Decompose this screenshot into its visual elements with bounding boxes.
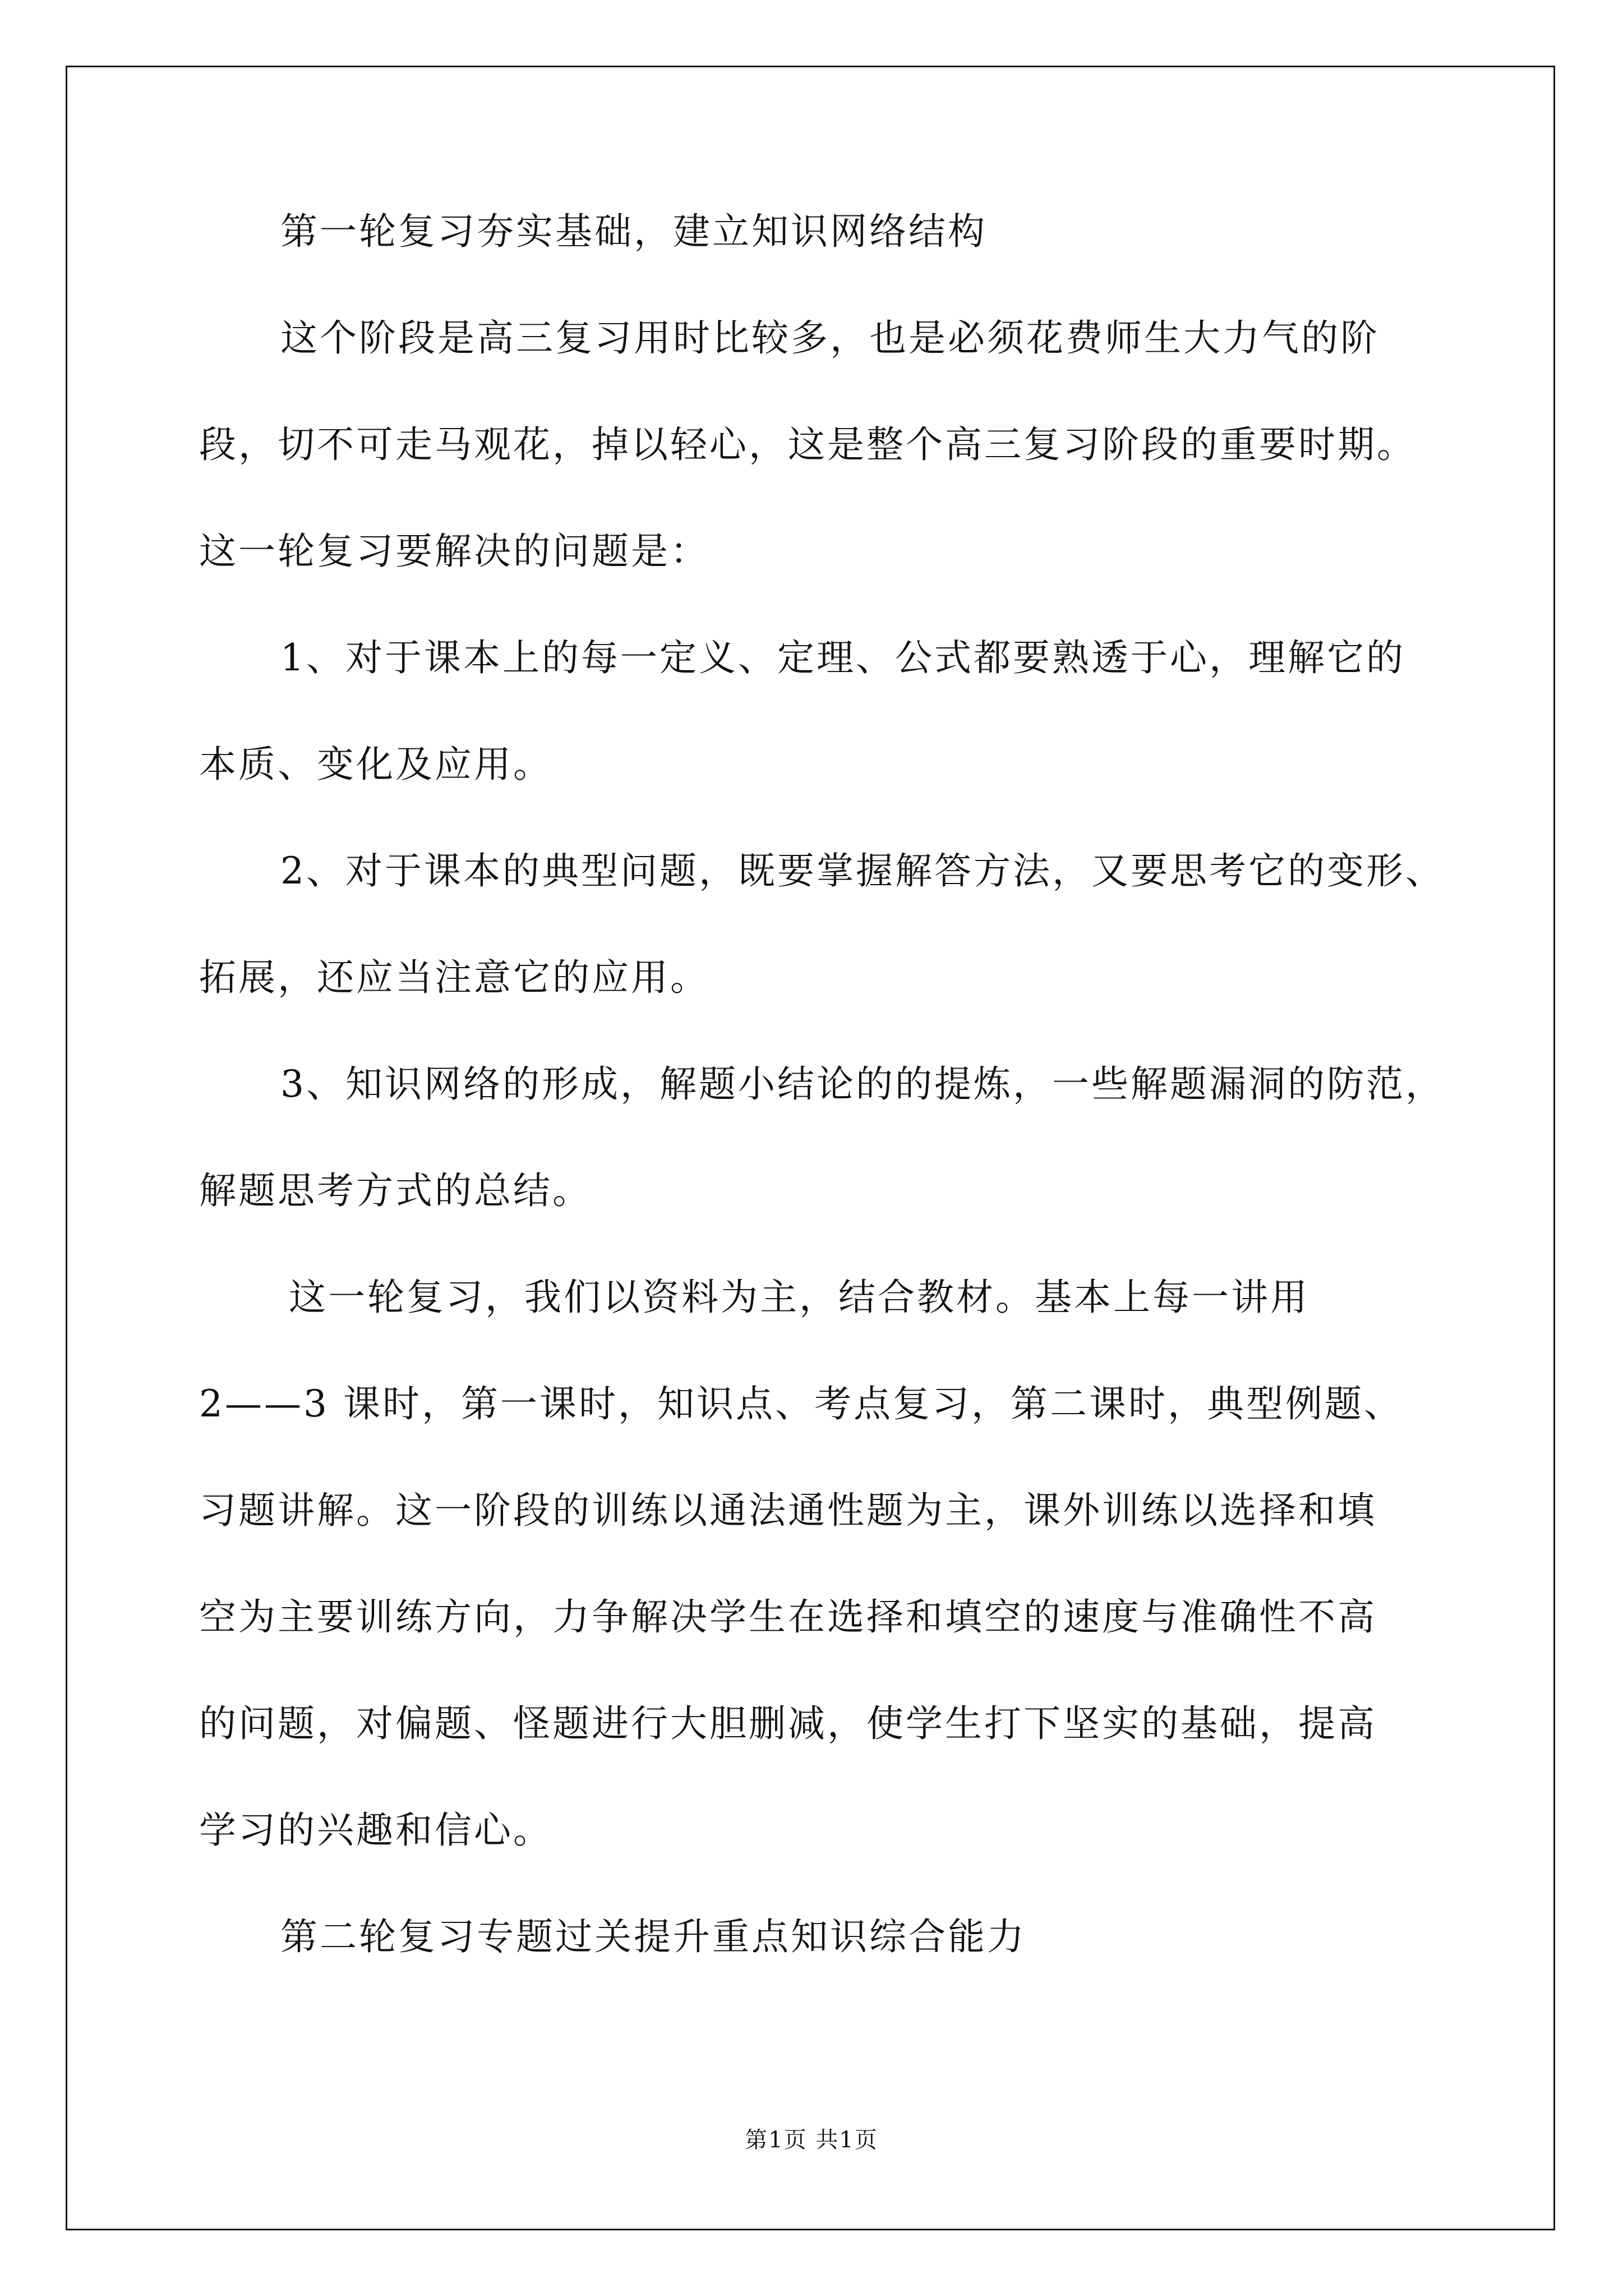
list-item-1-line: 1、对于课本上的每一定义、定理、公式都要熟透于心，理解它的 — [280, 636, 1405, 679]
paragraph-line: 这一轮复习，我们以资料为主，结合教材。基本上每一讲用 — [289, 1276, 1310, 1319]
list-item-3-line: 解题思考方式的总结。 — [199, 1169, 592, 1212]
paragraph-line: 学习的兴趣和信心。 — [199, 1809, 552, 1852]
list-item-2-line: 拓展，还应当注意它的应用。 — [199, 956, 709, 999]
paragraph-line: 的问题，对偏题、怪题进行大胆删减，使学生打下坚实的基础，提高 — [199, 1702, 1377, 1745]
page-footer: 第1页 共1页 — [745, 2127, 878, 2153]
page-border — [66, 66, 1555, 2230]
list-item-3-line: 3、知识网络的形成，解题小结论的的提炼，一些解题漏洞的防范， — [280, 1062, 1445, 1106]
paragraph-line: 段，切不可走马观花，掉以轻心，这是整个高三复习阶段的重要时期。 — [199, 423, 1416, 466]
paragraph-line: 2——3 课时，第一课时，知识点、考点复习，第二课时，典型例题、 — [199, 1382, 1403, 1425]
list-item-1-line: 本质、变化及应用。 — [199, 743, 552, 786]
section-heading-2: 第二轮复习专题过关提升重点知识综合能力 — [280, 1915, 1026, 1958]
section-heading-1: 第一轮复习夯实基础，建立知识网络结构 — [280, 210, 987, 253]
paragraph-line: 这个阶段是高三复习用时比较多，也是必须花费师生大力气的阶 — [280, 316, 1380, 360]
list-item-2-line: 2、对于课本的典型问题，既要掌握解答方法，又要思考它的变形、 — [280, 849, 1445, 892]
paragraph-line: 空为主要训练方向，力争解决学生在选择和填空的速度与准确性不高 — [199, 1595, 1377, 1639]
paragraph-line: 这一轮复习要解决的问题是： — [199, 530, 709, 573]
paragraph-line: 习题讲解。这一阶段的训练以通法通性题为主，课外训练以选择和填 — [199, 1489, 1377, 1532]
